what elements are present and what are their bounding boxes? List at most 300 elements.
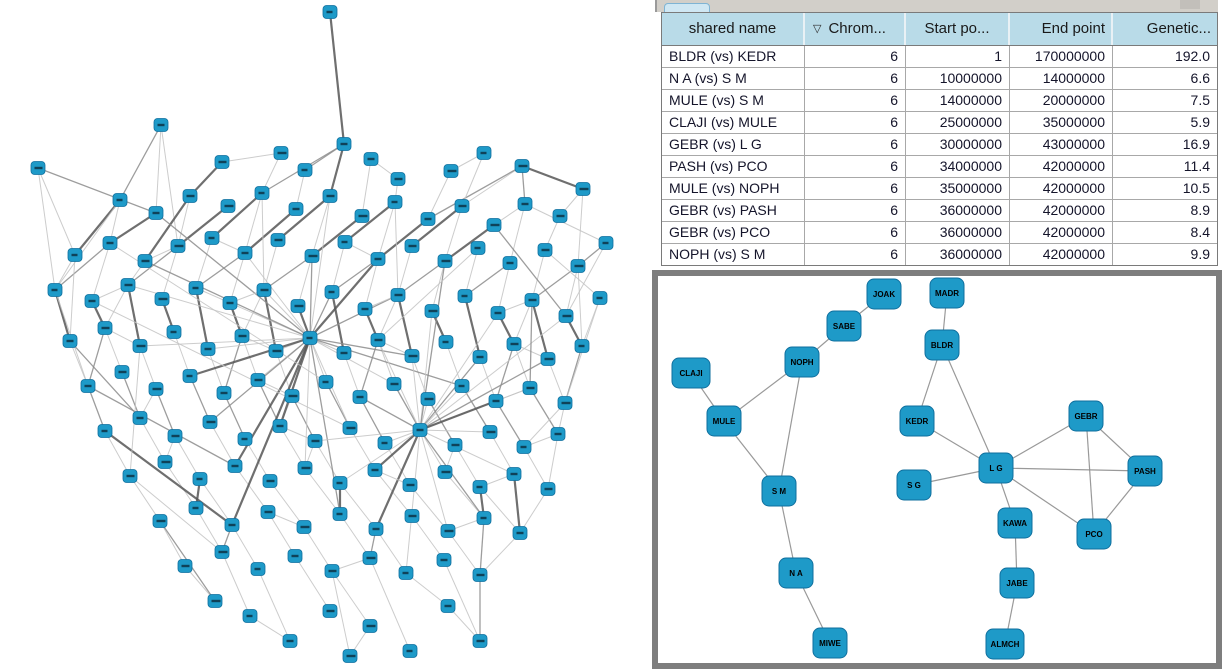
node-label: [477, 640, 485, 642]
network-edge: [480, 487, 520, 533]
network-node[interactable]: [238, 433, 252, 446]
table-row[interactable]: [662, 244, 1217, 265]
network-node[interactable]: [925, 330, 959, 360]
network-node[interactable]: [672, 358, 710, 388]
node-label: [443, 341, 449, 343]
network-node[interactable]: [1077, 519, 1111, 549]
node-label: [292, 555, 299, 557]
network-node[interactable]: [138, 255, 152, 268]
network-node[interactable]: [251, 563, 265, 576]
node-label: [395, 178, 403, 180]
network-node[interactable]: [228, 460, 242, 473]
node-label: [425, 398, 434, 400]
network-node[interactable]: [444, 165, 458, 178]
node-label: [519, 165, 528, 167]
network-node[interactable]: [455, 200, 469, 213]
network-edge[interactable]: [1086, 416, 1094, 534]
node-label: [52, 289, 58, 291]
node-label: PASH: [1134, 467, 1156, 476]
network-node[interactable]: [599, 237, 613, 250]
network-node[interactable]: [455, 380, 469, 393]
network-node[interactable]: [113, 194, 127, 207]
node-label: [329, 570, 337, 572]
network-edge[interactable]: [779, 362, 802, 491]
table-row[interactable]: [662, 200, 1217, 222]
network-node[interactable]: [355, 210, 369, 223]
node-label: MULE: [712, 417, 736, 426]
table-cell: 35000000: [1010, 112, 1113, 133]
table-header-row: [662, 13, 1217, 46]
network-node[interactable]: [930, 278, 964, 308]
network-node[interactable]: [518, 198, 532, 211]
network-node[interactable]: [515, 160, 529, 173]
table-cell: 10000000: [906, 68, 1010, 89]
node-label: [448, 170, 457, 172]
network-node[interactable]: [305, 250, 319, 263]
node-label: [337, 482, 343, 484]
node-label: [125, 284, 133, 286]
network-node[interactable]: [441, 525, 455, 538]
table-cell: 30000000: [906, 134, 1010, 155]
node-label: [295, 305, 304, 307]
table-cell: 6: [805, 222, 906, 243]
network-node[interactable]: [523, 382, 537, 395]
network-node[interactable]: [559, 310, 573, 323]
filter-icon[interactable]: ▽: [813, 23, 822, 35]
node-label: [341, 352, 348, 354]
network-node[interactable]: [551, 428, 565, 441]
table-cell: 36000000: [906, 222, 1010, 243]
network-node[interactable]: [421, 393, 435, 406]
network-node[interactable]: [149, 207, 163, 220]
network-node[interactable]: [403, 645, 417, 658]
network-node[interactable]: [238, 247, 252, 260]
node-label: [579, 345, 585, 347]
table-cell: 8.4: [1190, 224, 1210, 240]
node-label: [477, 486, 483, 488]
network-node[interactable]: [507, 338, 521, 351]
network-edge: [298, 256, 312, 306]
network-edge: [310, 295, 398, 338]
node-label: [159, 298, 168, 300]
node-label: [67, 340, 74, 342]
network-edge: [161, 125, 178, 246]
network-node[interactable]: [201, 343, 215, 356]
network-node[interactable]: [388, 196, 402, 209]
column-header-2[interactable]: Start po...: [906, 13, 1010, 45]
network-node[interactable]: [103, 237, 117, 250]
node-label: S G: [907, 481, 921, 490]
node-label: [187, 375, 193, 377]
edge-table-panel: [655, 0, 1222, 270]
network-edge: [38, 168, 156, 213]
network-node[interactable]: [558, 397, 572, 410]
node-label: [337, 513, 343, 515]
table-cell: 8.9: [1190, 202, 1210, 218]
network-node[interactable]: [333, 508, 347, 521]
node-label: [362, 308, 369, 310]
network-node[interactable]: [571, 260, 585, 273]
network-node[interactable]: [208, 595, 222, 608]
network-node[interactable]: [48, 284, 62, 297]
node-label: [205, 348, 212, 350]
network-node[interactable]: [491, 307, 505, 320]
network-node[interactable]: [538, 244, 552, 257]
network-node[interactable]: [503, 257, 517, 270]
column-header-3[interactable]: End point: [1010, 13, 1113, 45]
table-cell: 25000000: [906, 112, 1010, 133]
network-node[interactable]: [115, 366, 129, 379]
node-label: [391, 383, 399, 385]
node-label: [327, 11, 333, 13]
network-node[interactable]: [337, 138, 351, 151]
node-label: [511, 343, 519, 345]
network-node[interactable]: [98, 425, 112, 438]
network-node[interactable]: [473, 635, 487, 648]
network-edge: [305, 338, 310, 468]
table-cell: GEBR (vs) PCO: [662, 222, 805, 243]
network-node[interactable]: [133, 340, 147, 353]
network-node[interactable]: [133, 412, 147, 425]
network-node[interactable]: [517, 441, 531, 454]
network-node[interactable]: [263, 475, 277, 488]
network-node[interactable]: [167, 326, 181, 339]
network-edge: [222, 153, 281, 162]
node-label: [289, 395, 298, 397]
network-node[interactable]: [308, 435, 322, 448]
node-label: [127, 475, 135, 477]
node-label: L G: [989, 464, 1003, 473]
node-label: [517, 532, 524, 534]
network-node[interactable]: [183, 370, 197, 383]
network-edge: [38, 168, 55, 290]
network-edge: [345, 202, 395, 242]
network-node[interactable]: [525, 294, 539, 307]
table-cell: 6: [805, 46, 906, 67]
node-label: [342, 241, 348, 243]
network-node[interactable]: [353, 391, 367, 404]
network-node[interactable]: [235, 330, 249, 343]
network-node[interactable]: [593, 292, 607, 305]
network-node[interactable]: [827, 311, 861, 341]
network-node[interactable]: [85, 295, 99, 308]
network-node[interactable]: [541, 353, 555, 366]
network-edge: [165, 462, 196, 508]
network-node[interactable]: [193, 473, 207, 486]
network-node[interactable]: [31, 162, 45, 175]
network-node[interactable]: [575, 340, 589, 353]
network-node[interactable]: [215, 546, 229, 559]
network-node[interactable]: [867, 279, 901, 309]
node-label: [487, 431, 496, 433]
network-node[interactable]: [471, 242, 485, 255]
node-label: [247, 615, 253, 617]
network-node[interactable]: [225, 519, 239, 532]
network-node[interactable]: [1069, 401, 1103, 431]
network-node[interactable]: [221, 200, 235, 213]
network-node[interactable]: [378, 437, 392, 450]
network-node[interactable]: [158, 456, 172, 469]
network-node[interactable]: [98, 322, 112, 335]
network-edge: [264, 256, 312, 290]
table-row[interactable]: [662, 68, 1217, 90]
network-edge: [465, 296, 480, 357]
node-label: [158, 124, 165, 126]
network-edge[interactable]: [942, 345, 996, 468]
network-edge: [465, 248, 478, 296]
column-header-1[interactable]: [805, 13, 906, 45]
network-node[interactable]: [779, 558, 813, 588]
network-node[interactable]: [371, 334, 385, 347]
network-node[interactable]: [358, 303, 372, 316]
network-node[interactable]: [448, 439, 462, 452]
network-edge: [264, 240, 278, 290]
node-label: S M: [771, 487, 787, 496]
network-node[interactable]: [154, 119, 168, 132]
network-node[interactable]: [291, 300, 305, 313]
network-node[interactable]: [189, 502, 203, 515]
network-node[interactable]: [438, 466, 452, 479]
network-node[interactable]: [489, 395, 503, 408]
network-node[interactable]: [203, 416, 217, 429]
network-edge: [258, 569, 290, 641]
network-node[interactable]: [153, 515, 167, 528]
network-node[interactable]: [487, 219, 501, 232]
network-node[interactable]: [998, 508, 1032, 538]
node-label: [425, 218, 432, 220]
network-node[interactable]: [785, 347, 819, 377]
network-node[interactable]: [288, 550, 302, 563]
network-node[interactable]: [762, 476, 796, 506]
network-node[interactable]: [483, 426, 497, 439]
network-node[interactable]: [387, 378, 401, 391]
network-node[interactable]: [123, 470, 137, 483]
network-node[interactable]: [369, 523, 383, 536]
network-edge: [420, 430, 490, 432]
network-node[interactable]: [458, 290, 472, 303]
node-label: [301, 526, 310, 528]
network-node[interactable]: [325, 286, 339, 299]
node-label: [545, 358, 554, 360]
table-row[interactable]: [662, 90, 1217, 112]
small-network-canvas[interactable]: [658, 276, 1216, 663]
network-node[interactable]: [68, 249, 82, 262]
network-node[interactable]: [325, 565, 339, 578]
network-node[interactable]: [368, 464, 382, 477]
network-node[interactable]: [473, 569, 487, 582]
network-node[interactable]: [405, 510, 419, 523]
network-node[interactable]: [323, 605, 337, 618]
network-node[interactable]: [897, 470, 931, 500]
network-node[interactable]: [149, 383, 163, 396]
network-node[interactable]: [178, 560, 192, 573]
network-node[interactable]: [371, 253, 385, 266]
table-cell: 34000000: [906, 156, 1010, 177]
node-label: [341, 143, 348, 145]
network-node[interactable]: [274, 147, 288, 160]
node-label: KAWA: [1003, 519, 1027, 528]
node-label: [327, 610, 335, 612]
network-node[interactable]: [391, 289, 405, 302]
network-node[interactable]: [364, 153, 378, 166]
node-label: MIWE: [819, 639, 841, 648]
network-node[interactable]: [243, 610, 257, 623]
table-row[interactable]: [662, 222, 1217, 244]
table-cell: 20000000: [1010, 90, 1113, 111]
network-node[interactable]: [333, 477, 347, 490]
network-node[interactable]: [1000, 568, 1034, 598]
network-node[interactable]: [251, 374, 265, 387]
node-label: [462, 295, 468, 297]
network-node[interactable]: [257, 284, 271, 297]
network-node[interactable]: [363, 552, 377, 565]
network-node[interactable]: [261, 506, 275, 519]
table-cell: 42000000: [1010, 222, 1113, 243]
network-node[interactable]: [323, 190, 337, 203]
network-node[interactable]: [298, 164, 312, 177]
table-cell: 6: [805, 178, 906, 199]
network-edge: [200, 479, 232, 525]
network-node[interactable]: [425, 305, 439, 318]
node-label: [261, 289, 269, 291]
node-label: [357, 396, 364, 398]
node-label: [242, 438, 248, 440]
network-node[interactable]: [217, 387, 231, 400]
table-row[interactable]: [662, 178, 1217, 200]
network-node[interactable]: [183, 190, 197, 203]
network-edge: [480, 518, 484, 575]
node-label: [102, 430, 108, 432]
node-label: [278, 152, 287, 154]
network-node[interactable]: [223, 297, 237, 310]
node-label: [293, 208, 300, 210]
table-cell: 11.4: [1183, 158, 1210, 174]
network-node[interactable]: [283, 635, 297, 648]
network-node[interactable]: [171, 240, 185, 253]
column-header-0[interactable]: shared name: [662, 13, 805, 45]
network-node[interactable]: [343, 422, 357, 435]
network-node[interactable]: [437, 554, 451, 567]
network-node[interactable]: [477, 147, 491, 160]
network-node[interactable]: [473, 481, 487, 494]
network-node[interactable]: [405, 240, 419, 253]
network-edge: [362, 159, 371, 216]
node-label: [372, 469, 379, 471]
network-node[interactable]: [813, 628, 847, 658]
network-node[interactable]: [403, 479, 417, 492]
network-node[interactable]: [438, 255, 452, 268]
node-label: [302, 467, 311, 469]
network-node[interactable]: [189, 282, 203, 295]
network-edge: [566, 243, 606, 316]
network-node[interactable]: [439, 336, 453, 349]
network-node[interactable]: [1128, 456, 1162, 486]
node-label: [481, 152, 487, 154]
network-node[interactable]: [121, 279, 135, 292]
table-row[interactable]: [662, 156, 1217, 178]
network-node[interactable]: [323, 6, 337, 19]
network-node[interactable]: [271, 234, 285, 247]
node-label: [153, 388, 162, 390]
table-row[interactable]: [662, 134, 1217, 156]
network-node[interactable]: [155, 293, 169, 306]
table-toolbar-strip: [655, 0, 1218, 12]
network-node[interactable]: [576, 183, 590, 196]
network-node[interactable]: [273, 420, 287, 433]
node-label: [182, 565, 190, 567]
node-label: [603, 242, 609, 244]
network-node[interactable]: [900, 406, 934, 436]
network-node[interactable]: [553, 210, 567, 223]
column-header-4[interactable]: Genetic...: [1146, 20, 1211, 37]
network-edge: [398, 246, 412, 295]
network-node[interactable]: [507, 468, 521, 481]
network-node[interactable]: [979, 453, 1013, 483]
node-label: [267, 480, 275, 482]
network-node[interactable]: [269, 345, 283, 358]
network-node[interactable]: [338, 236, 352, 249]
node-label: [265, 511, 273, 513]
network-node[interactable]: [343, 650, 357, 663]
network-node[interactable]: [81, 380, 95, 393]
node-label: [307, 337, 313, 339]
network-node[interactable]: [391, 173, 405, 186]
network-node[interactable]: [399, 567, 413, 580]
network-node[interactable]: [541, 483, 555, 496]
node-label: PCO: [1085, 530, 1103, 539]
network-node[interactable]: [289, 203, 303, 216]
network-node[interactable]: [297, 521, 311, 534]
network-node[interactable]: [168, 430, 182, 443]
network-node[interactable]: [255, 187, 269, 200]
node-label: [327, 195, 335, 197]
table-cell: 36000000: [906, 244, 1010, 265]
node-label: [392, 201, 398, 203]
node-label: CLAJI: [679, 369, 703, 378]
network-node[interactable]: [413, 424, 427, 437]
network-edge: [92, 243, 110, 301]
table-tab-stub[interactable]: [664, 3, 710, 12]
network-node[interactable]: [285, 390, 299, 403]
network-node[interactable]: [441, 600, 455, 613]
network-node[interactable]: [473, 351, 487, 364]
network-node[interactable]: [215, 156, 229, 169]
network-node[interactable]: [337, 347, 351, 360]
table-row[interactable]: [662, 112, 1217, 134]
table-row[interactable]: [662, 46, 1217, 68]
network-node[interactable]: [319, 376, 333, 389]
network-node[interactable]: [477, 512, 491, 525]
node-label: [212, 600, 221, 602]
network-node[interactable]: [421, 213, 435, 226]
network-node[interactable]: [298, 462, 312, 475]
network-edge[interactable]: [996, 468, 1145, 471]
network-node[interactable]: [513, 527, 527, 540]
node-label: [409, 355, 418, 357]
node-label: [575, 265, 584, 267]
network-node[interactable]: [986, 629, 1024, 659]
network-node[interactable]: [63, 335, 77, 348]
network-edge: [532, 300, 548, 359]
network-edge: [462, 166, 522, 206]
node-label: ALMCH: [990, 640, 1020, 649]
network-node[interactable]: [205, 232, 219, 245]
network-node[interactable]: [405, 350, 419, 363]
network-node[interactable]: [707, 406, 741, 436]
network-edge: [230, 253, 245, 303]
network-node[interactable]: [303, 332, 317, 345]
network-node[interactable]: [363, 620, 377, 633]
